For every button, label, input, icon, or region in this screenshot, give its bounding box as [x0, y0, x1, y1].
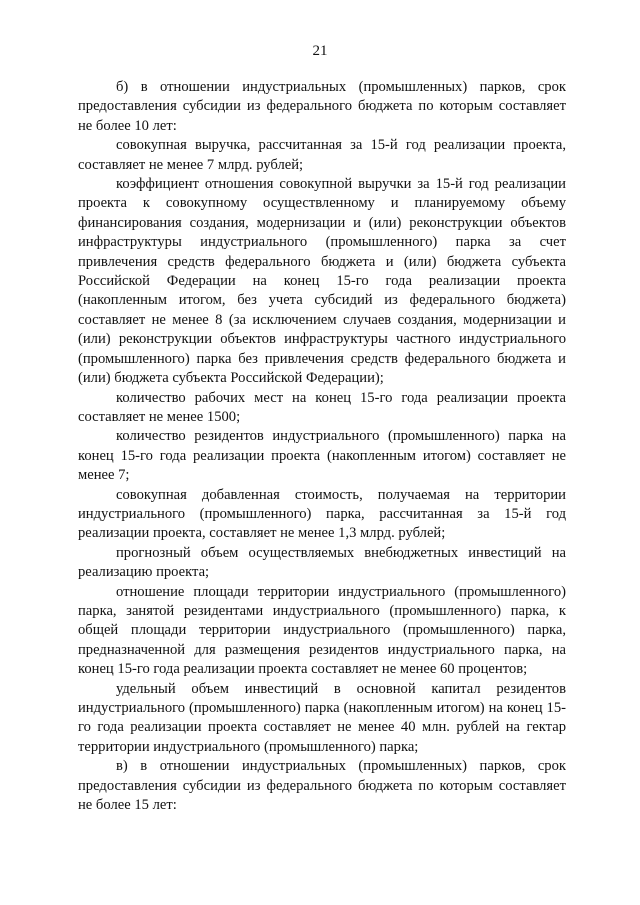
paragraph-residents: количество резидентов индустриального (промышленного) парка на конец 15-го года реализации проекта (накопленным итогом) составляет не менее 7;	[78, 428, 566, 484]
paragraph-specific-investment: удельный объем инвестиций в основной капитал резидентов индустриального (промышленного) парка (накопленным итогом) на конец 15-го года реализации проекта составляет не менее 40 млн. рублей на гектар территории индустриального (промышленного) парка;	[78, 680, 566, 755]
paragraph-area-occupancy: отношение площади территории индустриального (промышленного) парка, занятой резидентами индустриального (промышленного) парка, к общей площади территории индустриального (промышленного) парка, предназначенной для размещения резидентов индустриального парка, на конец 15-го года реализации проекта составляет не менее 60 процентов;	[78, 583, 566, 678]
paragraph-section-b: б) в отношении индустриальных (промышленных) парков, срок предоставления субсидии из федерального бюджета по которым составляет не более 10 лет:	[78, 79, 566, 134]
paragraph-value-added: совокупная добавленная стоимость, получаемая на территории индустриального (промышленного) парка, рассчитанная за 15-й год реализации проекта, составляет не менее 1,3 млрд. рублей;	[78, 486, 566, 542]
paragraph-investment-forecast: прогнозный объем осуществляемых внебюджетных инвестиций на реализацию проекта;	[78, 544, 566, 581]
page-number: 21	[312, 43, 328, 59]
paragraph-revenue-ratio: коэффициент отношения совокупной выручки за 15-й год реализации проекта к совокупному осуществленному и планируемому объему финансирования создания, модернизации и (или) реконструкции объектов инфраструктуры индустриального (промышленного) парка за счет привлечения средств федерального бюджета и (или) бюджета субъекта Российской Федерации на конец 15-го года реализации проекта (накопленным итогом, без учета субсидий из федерального бюджета) составляет не менее 8 (за исключением случаев создания, модернизации и (или) реконструкции объектов инфраструктуры частного индустриального (промышленного) парка без привлечения средств федерального бюджета и (или) бюджета субъекта Российской Федерации);	[78, 176, 566, 387]
document-body	[78, 78, 566, 815]
paragraph-revenue: совокупная выручка, рассчитанная за 15-й год реализации проекта, составляет не менее 7 млрд. рублей;	[78, 137, 566, 173]
paragraph-section-v: в) в отношении индустриальных (промышленных) парков, срок предоставления субсидии из федерального бюджета по которым составляет не более 15 лет:	[78, 758, 566, 814]
paragraph-jobs: количество рабочих мест на конец 15-го года реализации проекта составляет не менее 1500;	[78, 389, 566, 425]
